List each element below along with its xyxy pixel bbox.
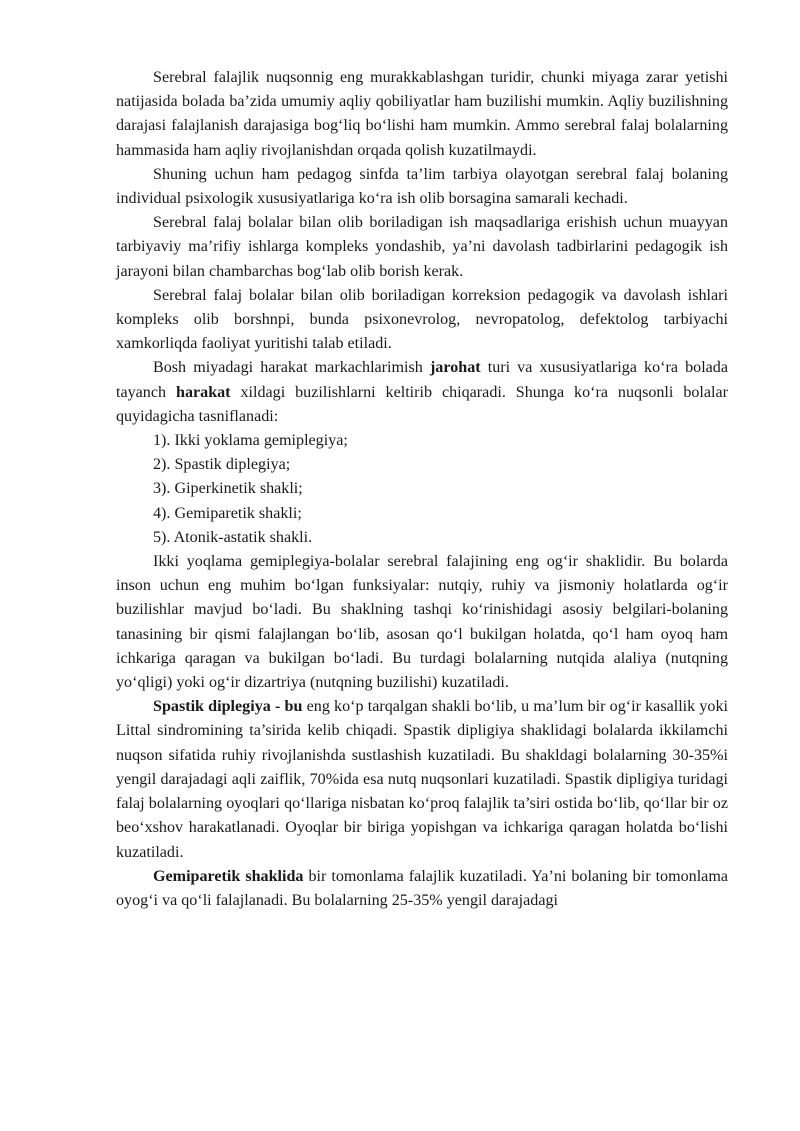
- paragraph-classification: [116, 356, 728, 429]
- text-run: turi va xususiyatlariga ko‘ra bolada tayanch: [116, 359, 728, 401]
- paragraph-pedagog: Shuning uchun ham pedagog sinfda ta’lim tarbiya olayotgan serebral falaj bolaning individual psixologik xususiyatlariga ko‘ra ish olib borsagina samarali kechadi.: [116, 165, 728, 208]
- text-run: Bosh miyadagi harakat markachlarimish: [153, 359, 430, 377]
- paragraph-spastik: [116, 695, 728, 864]
- bold-term-gemiparetik: Gemiparetik shaklida: [153, 867, 304, 885]
- list-item: 1). Ikki yoklama gemiplegiya;: [153, 432, 348, 450]
- bold-term-jarohat: jarohat: [429, 359, 481, 377]
- bold-term-harakat: harakat: [176, 383, 231, 401]
- paragraph-gemiparetik: [116, 865, 728, 913]
- list-item: 2). Spastik diplegiya;: [153, 456, 291, 474]
- list-item: 3). Giperkinetik shakli;: [153, 480, 303, 498]
- paragraph-intro: Serebral falajlik nuqsonnig eng murakkablashgan turidir, chunki miyaga zarar yetishi natijasida bolada ba’zida umumiy aqliy qobiliyatlar ham buzilishi mumkin. Aqliy buzilishning darajasi falajlanish darajasiga bog‘liq bo‘lishi ham mumkin. Ammo serebral falaj bolalarning hammasida ham aqliy rivojlanishdan orqada qolish kuzatilmaydi.: [116, 69, 728, 159]
- paragraph-goals: Serebral falaj bolalar bilan olib boriladigan ish maqsadlariga erishish uchun muayyan tarbiyaviy ma’rifiy ishlarga kompleks yondashib, ya’ni davolash tadbirlarini pedagogik ish jarayoni bilan chambarchas bog‘lab olib borish kerak.: [116, 214, 728, 280]
- list-item: 5). Atonik-astatik shakli.: [153, 528, 313, 546]
- text-run: bir tomonlama falajlik kuzatiladi. Ya’ni bolaning bir tomonlama oyog‘i va qo‘li falajlanadi. Bu bolalarning 25-35% yengil darajadagi: [116, 867, 728, 909]
- paragraph-correction: Serebral falaj bolalar bilan olib boriladigan korreksion pedagogik va davolash ishlari kompleks olib borshnpi, bunda psixonevrolog, nevropatolog, defektolog tarbiyachi xamkorliqda faoliyat yuritishi talab etiladi.: [116, 286, 728, 353]
- text-run: eng ko‘p tarqalgan shakli bo‘lib, u ma’lum bir og‘ir kasallik yoki Littal sindromining ta’sirida kelib chiqadi. Spastik dipligiya shaklidagi bolalarda ikkilamchi nuqson sifatida ruhiy rivojlanishda sustlashish kuzatiladi. Bu shakldagi bolalarning 30-35%i yengil darajadagi aqli zaiflik, 70%ida esa nutq nuqsonlari kuzatiladi. Spastik dipligiya turidagi falaj bolalarning oyoqlari qo‘llariga nisbatan ko‘proq falajlik ta’siri ostida bo‘lib, qo‘llar bir oz beo‘xshov harakatlanadi. Oyoqlar bir biriga yopishgan va ichkariga qaragan holatda bo‘lishi kuzatiladi.: [116, 698, 728, 861]
- paragraph-gemiplegiya: Ikki yoqlama gemiplegiya-bolalar serebral falajining eng og‘ir shaklidir. Bu bolarda inson uchun eng muhim bo‘lgan funksiyalar: nutqiy, ruhiy va jismoniy holatlarda og‘ir buzilishlar mavjud bo‘ladi. Bu shaklning tashqi ko‘rinishidagi asosiy belgilari-bolaning tanasining bir qismi falajlangan bo‘lib, asosan qo‘l bukilgan holatda, qo‘l ham oyoq ham ichkariga qaragan va bukilgan bo‘ladi. Bu turdagi bolalarning nutqida alaliya (nutqning yo‘qligi) yoki og‘ir dizartriya (nutqning buzilishi) kuzatiladi.: [116, 553, 728, 692]
- list-item: 4). Gemiparetik shakli;: [153, 504, 302, 522]
- text-run: xildagi buzilishlarni keltirib chiqaradi. Shunga ko‘ra nuqsonli bolalar quyidagicha tasniflanadi:: [116, 383, 728, 425]
- bold-term-spastik: Spastik diplegiya - bu: [153, 698, 303, 716]
